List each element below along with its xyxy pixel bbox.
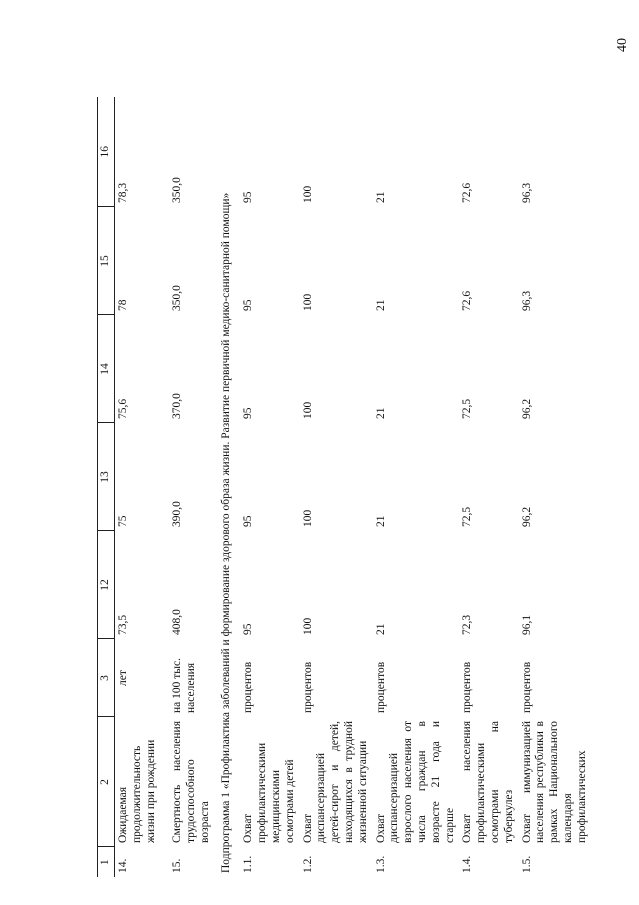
row-number: 14. [117, 858, 129, 873]
indicator-name: Охват диспансеризацией детей-сирот и детей, находящихся в трудной жизненной ситуации [301, 721, 369, 843]
table-row [373, 97, 460, 877]
unit-cell: процентов [461, 661, 474, 713]
value-cell: 390,0 [171, 501, 183, 527]
value-cell: 370,0 [171, 393, 183, 419]
value-cell: 350,0 [171, 285, 183, 311]
value-cell: 75 [117, 515, 129, 527]
indicator-name: Ожидаемая продолжительность жизни при рождении [117, 739, 157, 843]
value-cell: 95 [242, 515, 255, 527]
value-cell: 100 [301, 509, 314, 527]
header-cell: 13 [98, 423, 115, 531]
row-number: 15. [171, 858, 183, 873]
value-cell: 100 [301, 617, 314, 635]
table-row [300, 97, 373, 877]
subprogram-title: Подпрограмма 1 «Профилактика заболеваний и формирование здорового образа жизни. Развитие первичной медико-санитарной помощи» [220, 192, 233, 873]
value-cell: 100 [301, 401, 314, 419]
page-number: 40 [615, 38, 630, 52]
value-cell: 72,6 [461, 182, 474, 203]
value-cell: 21 [374, 623, 387, 635]
value-cell: 78,3 [117, 182, 129, 203]
table-row [169, 97, 214, 877]
table-row [115, 97, 170, 877]
value-cell: 350,0 [171, 177, 183, 203]
indicator-name: Охват иммунизацией населения республики в рамках Национального календаря профилактических [520, 721, 588, 843]
value-cell: 75,6 [117, 398, 129, 419]
value-cell: 96,3 [520, 290, 533, 311]
header-cell: 3 [98, 639, 115, 717]
unit-cell: лет [117, 670, 129, 686]
indicators-table [97, 97, 592, 877]
value-cell: 78 [117, 299, 129, 311]
row-number: 1.3. [374, 855, 387, 873]
value-cell: 95 [242, 299, 255, 311]
row-number: 1.1. [242, 855, 255, 873]
header-cell: 1 [98, 847, 115, 877]
value-cell: 21 [374, 515, 387, 527]
value-cell: 21 [374, 191, 387, 203]
subprogram-row [214, 97, 240, 877]
header-cell: 15 [98, 207, 115, 315]
indicator-name: Смертность населения трудоспособного возраста [171, 721, 211, 843]
value-cell: 95 [242, 407, 255, 419]
header-cell: 16 [98, 97, 115, 207]
header-row [98, 97, 115, 877]
value-cell: 96,2 [520, 506, 533, 527]
value-cell: 96,2 [520, 398, 533, 419]
value-cell: 408,0 [171, 609, 183, 635]
row-number: 1.2. [301, 855, 314, 873]
value-cell: 95 [242, 623, 255, 635]
header-cell: 12 [98, 531, 115, 639]
value-cell: 72,3 [461, 614, 474, 635]
value-cell: 73,5 [117, 614, 129, 635]
value-cell: 96,1 [520, 614, 533, 635]
table-row [519, 97, 592, 877]
unit-cell: процентов [374, 661, 387, 713]
header-cell: 14 [98, 315, 115, 423]
table-row [240, 97, 299, 877]
unit-cell: процентов [301, 661, 314, 713]
value-cell: 100 [301, 185, 314, 203]
unit-cell: на 100 тыс. населения [171, 658, 197, 713]
row-number: 1.5. [520, 855, 533, 873]
rotated-document-table [97, 97, 617, 877]
unit-cell: процентов [242, 661, 255, 713]
value-cell: 100 [301, 293, 314, 311]
value-cell: 72,5 [461, 398, 474, 419]
value-cell: 72,5 [461, 506, 474, 527]
value-cell: 96,3 [520, 182, 533, 203]
unit-cell: процентов [520, 661, 533, 713]
indicator-name: Охват диспансеризацией взрослого населения от числа граждан в возрасте 21 года и старше [374, 721, 456, 843]
value-cell: 95 [242, 191, 255, 203]
indicator-name: Охват профилактическими медицинскими осмотрами детей [242, 742, 296, 843]
header-cell: 2 [98, 717, 115, 847]
value-cell: 21 [374, 407, 387, 419]
value-cell: 21 [374, 299, 387, 311]
row-number: 1.4. [461, 855, 474, 873]
table-row [459, 97, 518, 877]
value-cell: 72,6 [461, 290, 474, 311]
indicator-name: Охват населения профилактическими осмотрами на туберкулез [461, 721, 515, 843]
